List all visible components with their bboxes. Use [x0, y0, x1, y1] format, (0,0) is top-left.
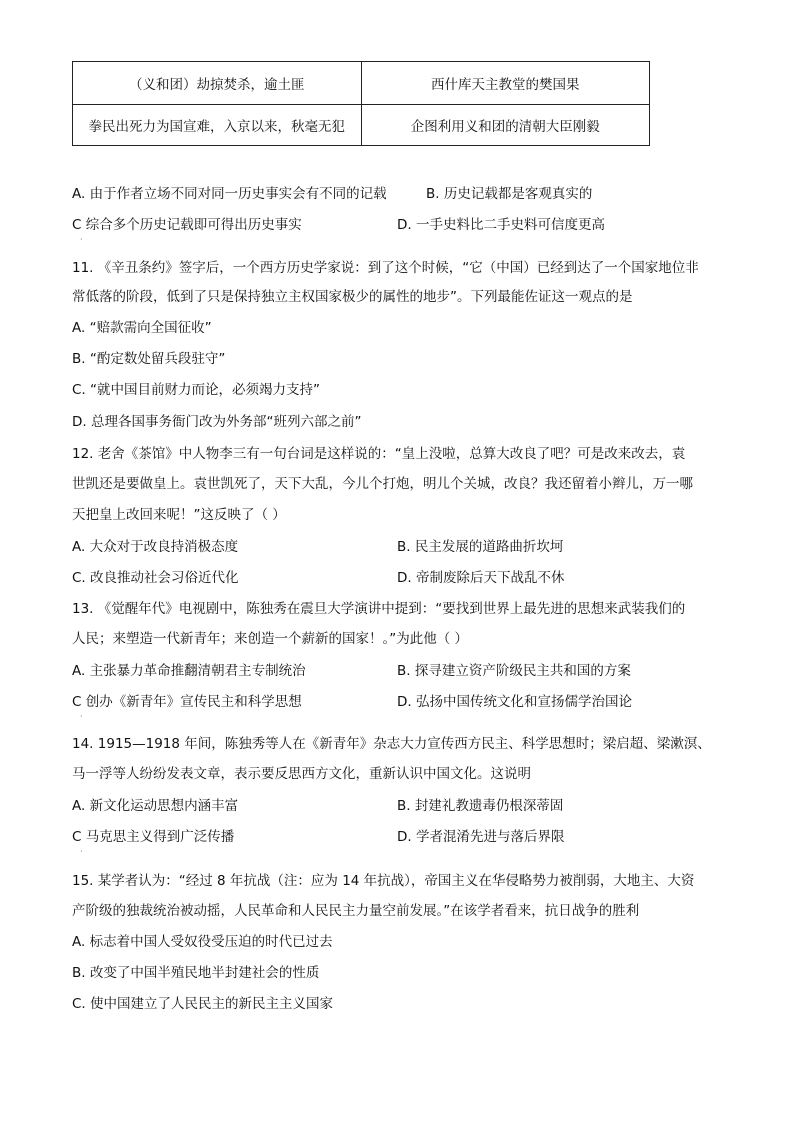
q10-option-a: A. 由于作者立场不同对同一历史事实会有不同的记载	[72, 186, 387, 202]
q10-options-row-1	[72, 184, 652, 204]
q13-option-d: D. 弘扬中国传统文化和宣扬儒学治国论	[397, 694, 632, 710]
q15-stem-line: 产阶级的独裁统治被动摇，人民革命和人民民主力量空前发展。”在该学者看来，抗日战争的胜利	[72, 903, 640, 919]
table-cell: （义和团）劫掠焚杀，逾土匪	[73, 62, 362, 105]
q14-option-d: D. 学者混淆先进与落后界限	[397, 829, 565, 845]
q12-stem-line: 世凯还是要做皇上。袁世凯死了，天下大乱，今儿个打炮，明儿个关城，改良？我还留着小辫儿，万一哪	[72, 476, 693, 492]
q14-options-row-2	[72, 827, 652, 847]
table-cell: 拳民出死力为国宣难，入京以来，秋毫无犯	[73, 105, 362, 146]
q11-option-d: D. 总理各国事务衙门改为外务部“班列六部之前”	[72, 414, 362, 430]
q11-option-c: C. “就中国目前财力而论，必须竭力支持”	[72, 382, 320, 398]
q13-stem-line: 人民；来塑造一代新青年；来创造一个薪新的国家！。”为此他（ ）	[72, 631, 469, 647]
q10-option-d: D. 一手史料比二手史料可信度更高	[397, 217, 605, 233]
q12-options-row-1	[72, 537, 652, 557]
q12-option-d: D. 帝制废除后天下战乱不休	[397, 570, 565, 586]
q10-option-c: C 综合多个历史记载即可得出历史事实	[72, 217, 302, 233]
q14-option-c: C 马克思主义得到广泛传播	[72, 829, 235, 845]
q14-options-row-1	[72, 796, 652, 816]
q15-option-b: B. 改变了中国半殖民地半封建社会的性质	[72, 965, 320, 981]
q14-option-a: A. 新文化运动思想内涵丰富	[72, 798, 239, 814]
q13-options-row-1	[72, 661, 652, 681]
q13-options-row-2	[72, 692, 652, 712]
q12-stem-line: 12. 老舍《茶馆》中人物李三有一句台词是这样说的：“皇上没啦，总算大改良了吧？可是改来改去，袁	[72, 446, 686, 462]
table-row	[73, 105, 650, 146]
q13-stem-line: 13. 《觉醒年代》电视剧中，陈独秀在震旦大学演讲中提到：“要找到世界上最先进的思想来武装我们的	[72, 601, 686, 617]
q12-option-b: B. 民主发展的道路曲折坎坷	[397, 539, 564, 555]
q13-option-a: A. 主张暴力革命推翻清朝君主专制统治	[72, 663, 306, 679]
q11-option-a: A. “赔款需向全国征收”	[72, 320, 212, 336]
q12-option-c: C. 改良推动社会习俗近代化	[72, 570, 239, 586]
mark-dot: ·	[80, 235, 83, 244]
q14-option-b: B. 封建礼教遗毒仍根深蒂固	[397, 798, 564, 814]
q15-option-c: C. 使中国建立了人民民主的新民主主义国家	[72, 996, 334, 1012]
mark-dot: ·	[80, 847, 83, 856]
q14-stem-line: 14. 1915—1918 年间，陈独秀等人在《新青年》杂志大力宣传西方民主、科学思想时；梁启超、梁漱溟、	[72, 736, 711, 752]
q11-option-b: B. “酌定数处留兵段驻守”	[72, 351, 226, 367]
q13-option-c: C 创办《新青年》宣传民主和科学思想	[72, 694, 302, 710]
q14-stem-line: 马一浮等人纷纷发表文章，表示要反思西方文化，重新认识中国文化。这说明	[72, 766, 531, 782]
q10-option-b: B. 历史记载都是客观真实的	[426, 186, 593, 202]
table-cell: 企图利用义和团的清朝大臣刚毅	[361, 105, 650, 146]
mark-dot: ·	[80, 712, 83, 721]
q12-options-row-2	[72, 568, 652, 588]
q15-option-a: A. 标志着中国人受奴役受压迫的时代已过去	[72, 934, 333, 950]
q12-option-a: A. 大众对于改良持消极态度	[72, 539, 239, 555]
table-row	[73, 62, 650, 105]
q11-stem-line: 11. 《辛丑条约》签字后，一个西方历史学家说：到了这个时候，“它（中国）已经到达了一个国家地位非	[72, 260, 699, 276]
q15-stem-line: 15. 某学者认为：“经过 8 年抗战（注：应为 14 年抗战），帝国主义在华侵略势力被削弱，大地主、大资	[72, 873, 695, 889]
q11-stem-line: 常低落的阶段，低到了只是保持独立主权国家极少的属性的地步”。下列最能佐证这一观点的是	[72, 289, 633, 305]
q10-options-row-2	[72, 215, 652, 235]
q12-stem-line: 天把皇上改回来呢！”这反映了（ ）	[72, 507, 286, 523]
q13-option-b: B. 探寻建立资产阶级民主共和国的方案	[397, 663, 631, 679]
table-cell: 西什库天主教堂的樊国果	[361, 62, 650, 105]
source-table	[72, 61, 650, 146]
